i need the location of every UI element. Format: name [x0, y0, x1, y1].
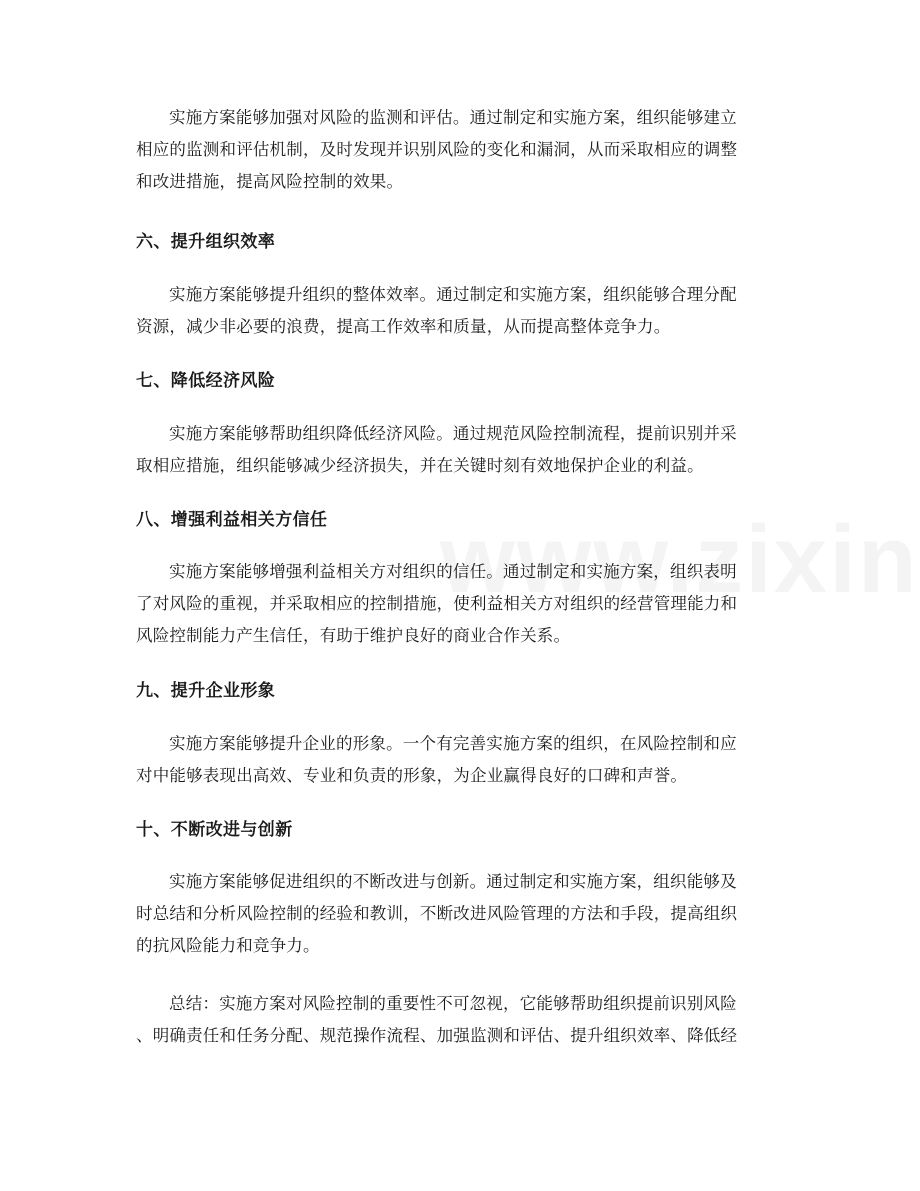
- section-heading-7: 七、降低经济风险: [136, 371, 276, 391]
- paragraph-line: 实施方案能够促进组织的不断改进与创新。通过制定和实施方案，组织能够及: [169, 872, 737, 891]
- paragraph-line: 实施方案能够提升企业的形象。一个有完善实施方案的组织，在风险控制和应: [169, 734, 737, 753]
- paragraph-line: 资源，减少非必要的浪费，提高工作效率和质量，从而提高整体竞争力。: [136, 317, 671, 336]
- paragraph-line: 对中能够表现出高效、专业和负责的形象，为企业赢得良好的口碑和声誉。: [136, 766, 688, 785]
- paragraph-line: 总结：实施方案对风险控制的重要性不可忽视，它能够帮助组织提前识别风险: [169, 994, 737, 1013]
- paragraph-line: 实施方案能够加强对风险的监测和评估。通过制定和实施方案，组织能够建立: [169, 108, 737, 127]
- section-heading-9: 九、提升企业形象: [136, 681, 276, 701]
- paragraph-corporate-image: [136, 728, 786, 792]
- paragraph-line: 风险控制能力产生信任，有助于维护良好的商业合作关系。: [136, 626, 571, 645]
- paragraph-line: 实施方案能够增强利益相关方对组织的信任。通过制定和实施方案，组织表明: [169, 562, 737, 581]
- paragraph-line: 实施方案能够帮助组织降低经济风险。通过规范风险控制流程，提前识别并采: [169, 424, 737, 443]
- paragraph-summary: [136, 988, 786, 1052]
- paragraph-line: 相应的监测和评估机制，及时发现并识别风险的变化和漏洞，从而采取相应的调整: [136, 140, 738, 159]
- paragraph-improvement: [136, 866, 786, 962]
- paragraph-line: 和改进措施，提高风险控制的效果。: [136, 172, 404, 191]
- paragraph-line: 、明确责任和任务分配、规范操作流程、加强监测和评估、提升组织效率、降低经: [136, 1026, 738, 1045]
- paragraph-line: 取相应措施，组织能够减少经济损失，并在关键时刻有效地保护企业的利益。: [136, 456, 704, 475]
- paragraph-line: 实施方案能够提升组织的整体效率。通过制定和实施方案，组织能够合理分配: [169, 285, 737, 304]
- section-heading-10: 十、不断改进与创新: [136, 820, 293, 840]
- paragraph-monitoring: [136, 102, 786, 198]
- paragraph-line: 时总结和分析风险控制的经验和教训，不断改进风险管理的方法和手段，提高组织: [136, 904, 738, 923]
- paragraph-stakeholder-trust: [136, 556, 786, 652]
- paragraph-efficiency: [136, 279, 786, 343]
- paragraph-line: 的抗风险能力和竞争力。: [136, 936, 320, 955]
- paragraph-line: 了对风险的重视，并采取相应的控制措施，使利益相关方对组织的经营管理能力和: [136, 594, 738, 613]
- section-heading-8: 八、增强利益相关方信任: [136, 510, 328, 530]
- paragraph-economic-risk: [136, 418, 786, 482]
- section-heading-6: 六、提升组织效率: [136, 232, 276, 252]
